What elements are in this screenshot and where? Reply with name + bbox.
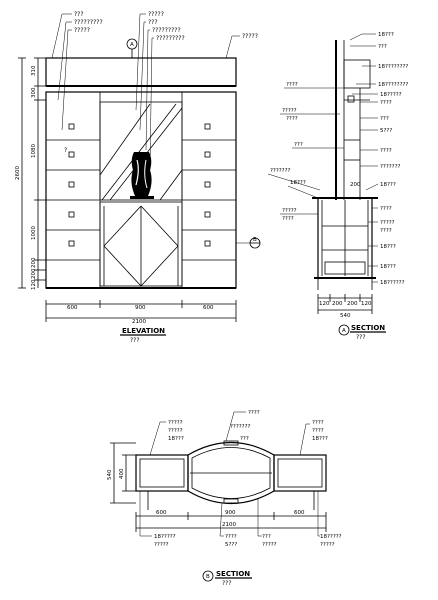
svg-text:18????????: 18???????? xyxy=(378,64,409,70)
svg-text:???: ??? xyxy=(262,534,271,540)
svg-text:???????: ??????? xyxy=(270,168,291,174)
section-a-dim-mid: 200 xyxy=(350,182,361,188)
svg-text:18???: 18??? xyxy=(378,32,394,38)
svg-text:540: 540 xyxy=(340,313,351,319)
svg-text:???: ??? xyxy=(380,116,389,122)
svg-text:18??????: 18?????? xyxy=(380,280,405,286)
elevation-title: ELEVATION xyxy=(122,327,166,335)
svg-text:18???: 18??? xyxy=(380,182,396,188)
svg-text:?????: ????? xyxy=(168,428,183,434)
elev-height-total: 2600 xyxy=(15,166,21,180)
svg-text:200: 200 xyxy=(31,257,37,268)
svg-text:18?????: 18????? xyxy=(380,92,402,98)
section-a-right-notes xyxy=(350,32,408,286)
section-b-left-dims xyxy=(107,443,136,503)
elevation-view xyxy=(15,11,260,344)
svg-text:18???: 18??? xyxy=(312,436,328,442)
svg-text:200: 200 xyxy=(347,301,358,307)
svg-text:????: ???? xyxy=(380,228,392,234)
svg-text:A: A xyxy=(342,328,346,334)
svg-text:5???: 5??? xyxy=(380,128,393,134)
section-a-view xyxy=(268,32,408,341)
svg-text:400: 400 xyxy=(119,468,125,479)
svg-text:900: 900 xyxy=(135,305,146,311)
svg-text:????: ???? xyxy=(282,216,294,222)
svg-text:120: 120 xyxy=(319,301,330,307)
elev-note-mid: ? xyxy=(64,147,68,154)
section-a-left-notes xyxy=(268,82,344,222)
svg-text:2100: 2100 xyxy=(222,522,236,528)
svg-text:?????: ????? xyxy=(320,542,335,548)
svg-text:????: ???? xyxy=(380,148,392,154)
svg-text:A: A xyxy=(130,42,134,48)
svg-text:600: 600 xyxy=(294,510,305,516)
svg-text:600: 600 xyxy=(203,305,214,311)
svg-text:200: 200 xyxy=(31,268,37,279)
elev-note-1: ??? xyxy=(74,11,84,18)
elev-note-8: ????? xyxy=(242,33,258,40)
svg-text:18???: 18??? xyxy=(380,264,396,270)
elev-note-5: ??? xyxy=(148,19,158,26)
svg-text:???????: ??????? xyxy=(380,164,401,170)
svg-text:????: ???? xyxy=(286,82,298,88)
svg-text:????: ???? xyxy=(380,100,392,106)
section-a-title: SECTION xyxy=(351,324,386,332)
elev-width-total: 2100 xyxy=(132,319,146,325)
section-b-bottom-notes xyxy=(140,491,342,548)
svg-text:?????: ????? xyxy=(380,220,395,226)
callout-b-marker xyxy=(236,237,260,248)
svg-text:???: ??? xyxy=(378,44,387,50)
right-panels xyxy=(182,92,236,288)
svg-text:?????: ????? xyxy=(262,542,277,548)
svg-text:1080: 1080 xyxy=(31,144,37,158)
left-panels xyxy=(46,92,100,288)
center-lower-door xyxy=(100,202,182,286)
svg-text:????: ???? xyxy=(312,420,324,426)
svg-text:18?????: 18????? xyxy=(320,534,342,540)
svg-text:????: ???? xyxy=(380,206,392,212)
elevation-bottom-dims xyxy=(46,300,236,325)
svg-text:????: ???? xyxy=(248,410,260,416)
svg-text:????: ???? xyxy=(312,428,324,434)
section-b-bottom-dims xyxy=(136,510,326,532)
section-b-view xyxy=(107,410,342,587)
svg-text:18???: 18??? xyxy=(168,436,184,442)
svg-text:200: 200 xyxy=(332,301,343,307)
elevation-notes xyxy=(52,11,258,170)
svg-text:B: B xyxy=(206,574,210,580)
svg-text:310: 310 xyxy=(31,65,37,76)
section-b-right-wing xyxy=(274,455,326,491)
svg-text:900: 900 xyxy=(225,510,236,516)
svg-text:18????????: 18???????? xyxy=(378,82,409,88)
section-b-left-wing xyxy=(136,455,188,491)
elev-note-7: ????????? xyxy=(156,35,185,42)
svg-text:?????: ????? xyxy=(282,208,297,214)
svg-text:300: 300 xyxy=(31,87,37,98)
svg-text:?????: ????? xyxy=(168,420,183,426)
svg-text:18?????: 18????? xyxy=(154,534,176,540)
elevation-subtitle: ??? xyxy=(130,337,140,344)
svg-text:600: 600 xyxy=(156,510,167,516)
section-b-subtitle: ??? xyxy=(222,580,232,587)
svg-text:120: 120 xyxy=(31,279,37,290)
elevation-left-dims xyxy=(15,58,46,290)
svg-text:600: 600 xyxy=(67,305,78,311)
svg-text:18???: 18??? xyxy=(380,244,396,250)
svg-text:?????: ????? xyxy=(154,542,169,548)
svg-text:120: 120 xyxy=(361,301,372,307)
svg-text:1000: 1000 xyxy=(31,226,37,240)
section-b-title: SECTION xyxy=(216,570,251,578)
section-a-bottom-dims xyxy=(318,294,372,319)
elev-note-2: ????????? xyxy=(74,19,103,26)
section-a-subtitle: ??? xyxy=(356,334,366,341)
svg-text:???: ??? xyxy=(294,142,303,148)
svg-text:?????: ????? xyxy=(282,108,297,114)
elev-note-4: ????? xyxy=(148,11,164,18)
svg-text:???????: ??????? xyxy=(230,424,251,430)
svg-text:540: 540 xyxy=(107,469,113,480)
svg-text:5???: 5??? xyxy=(225,542,238,548)
svg-text:????: ???? xyxy=(286,116,298,122)
svg-text:???: ??? xyxy=(240,436,249,442)
svg-text:18???: 18??? xyxy=(290,180,306,186)
elev-note-6: ????????? xyxy=(152,27,181,34)
cornice xyxy=(46,58,236,86)
elev-note-3: ????? xyxy=(74,27,90,34)
svg-text:B: B xyxy=(253,237,257,243)
svg-text:????: ???? xyxy=(225,534,237,540)
